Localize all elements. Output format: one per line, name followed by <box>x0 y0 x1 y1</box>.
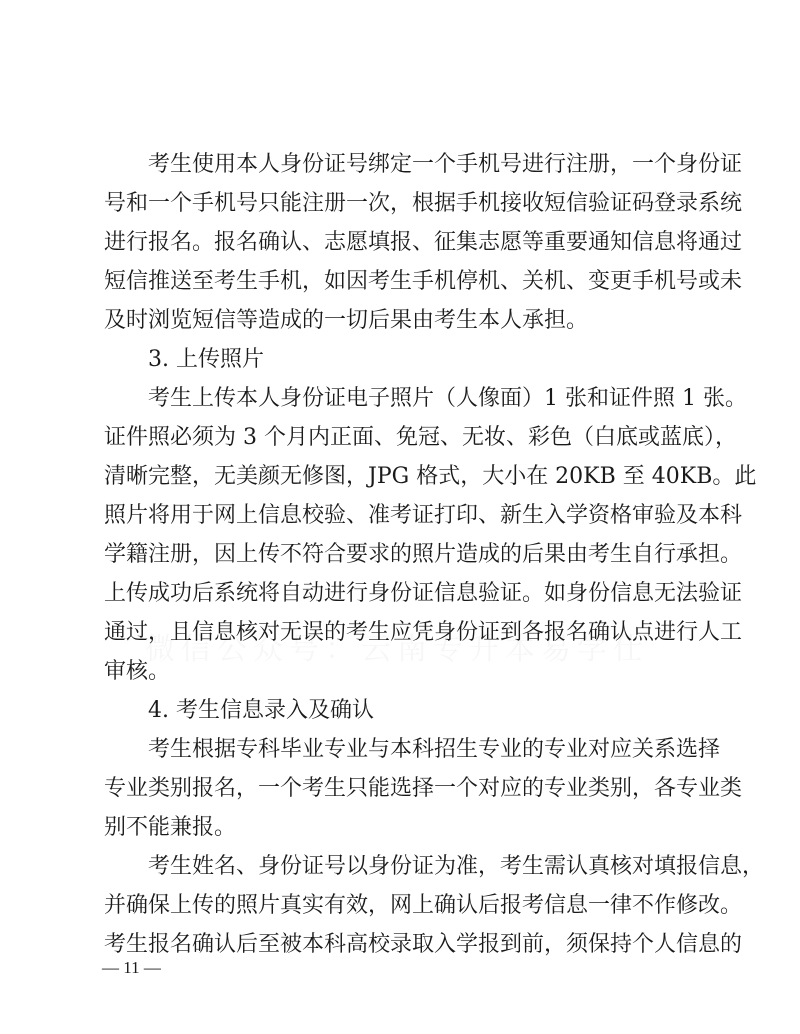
paragraph-line: 短信推送至考生手机，如因考生手机停机、关机、变更手机号或未 <box>104 269 743 294</box>
section-heading: 4. 考生信息录入及确认 <box>148 698 374 723</box>
paragraph-line: 证件照必须为 3 个月内正面、免冠、无妆、彩色（白底或蓝底）， <box>104 425 737 450</box>
paragraph-line: 上传成功后系统将自动进行身份证信息验证。如身份信息无法验证 <box>104 581 743 606</box>
paragraph-line: 别不能兼报。 <box>104 815 237 840</box>
paragraph-line: 并确保上传的照片真实有效，网上确认后报考信息一律不作修改。 <box>104 893 743 918</box>
paragraph-line: 清晰完整，无美颜无修图，JPG 格式，大小在 20KB 至 40KB。此 <box>104 464 757 489</box>
page-number: — 11 — <box>102 958 161 977</box>
paragraph-line: 通过，且信息核对无误的考生应凭身份证到各报名确认点进行人工 <box>104 620 743 645</box>
paragraph-line: 考生上传本人身份证电子照片（人像面）1 张和证件照 1 张。 <box>148 386 747 411</box>
paragraph-line: 审核。 <box>104 659 171 684</box>
paragraph-line: 考生报名确认后至被本科高校录取入学报到前，须保持个人信息的 <box>104 932 743 957</box>
paragraph-line: 考生使用本人身份证号绑定一个手机号进行注册，一个身份证 <box>148 152 743 177</box>
paragraph-line: 照片将用于网上信息校验、准考证打印、新生入学资格审验及本科 <box>104 503 743 528</box>
paragraph-line: 考生姓名、身份证号以身份证为准，考生需认真核对填报信息， <box>148 854 765 879</box>
paragraph-line: 进行报名。报名确认、志愿填报、征集志愿等重要通知信息将通过 <box>104 230 743 255</box>
paragraph-line: 号和一个手机号只能注册一次，根据手机接收短信验证码登录系统 <box>104 191 743 216</box>
paragraph-line: 学籍注册，因上传不符合要求的照片造成的后果由考生自行承担。 <box>104 542 743 567</box>
paragraph-line: 考生根据专科毕业专业与本科招生专业的专业对应关系选择 <box>148 737 721 762</box>
section-heading: 3. 上传照片 <box>148 347 264 372</box>
paragraph-line: 及时浏览短信等造成的一切后果由考生本人承担。 <box>104 308 589 333</box>
paragraph-line: 专业类别报名，一个考生只能选择一个对应的专业类别，各专业类 <box>104 776 743 801</box>
